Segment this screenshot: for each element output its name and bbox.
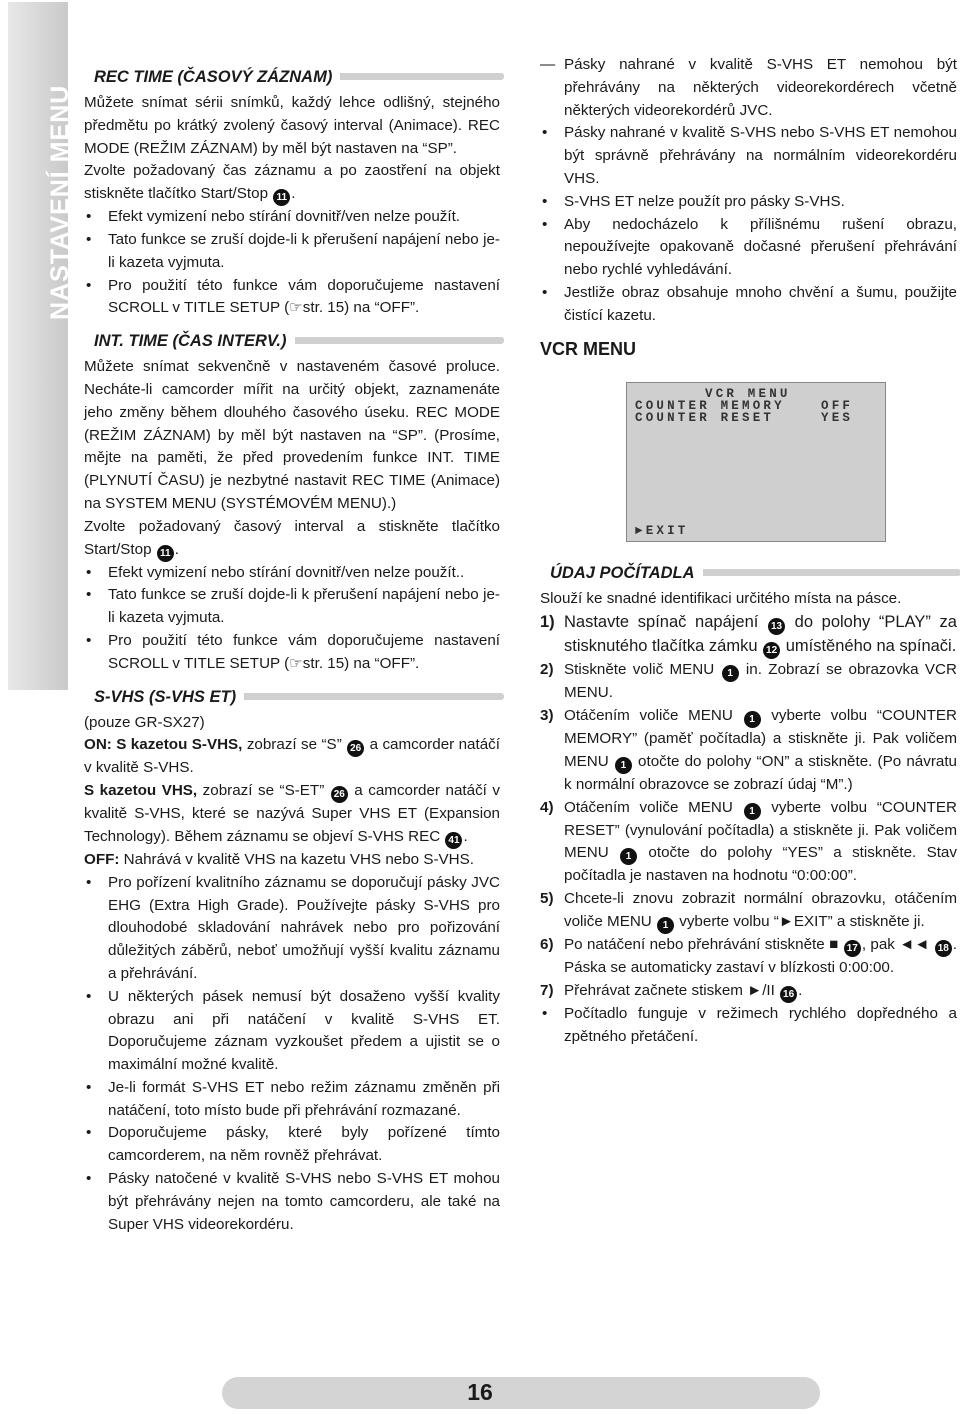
step-text: Stiskněte volič MENU <box>564 661 715 679</box>
step-text: . <box>798 981 803 999</box>
counter-step <box>540 797 957 889</box>
step-text: vyberte volbu “COUNTER RESET” (vynulování počítadla) a stiskněte ji. Pak voličem MENU <box>564 798 957 862</box>
rec-time-paragraph-2 <box>84 160 500 206</box>
list-item: • Tato funkce se zruší dojde-li k přerušení napájení nebo je-li kazeta vyjmuta. <box>84 229 500 275</box>
screen-row-counter-memory: COUNTER MEMORY <box>635 399 785 414</box>
sidebar-tab <box>8 2 74 690</box>
list-item: • Aby nedocházelo k přílišnému rušení obrazu, nepoužívejte opakovaně dočasné přerušení přehrávání nebo rychlé vyhledávání. <box>540 214 957 282</box>
counter-step <box>540 659 957 705</box>
step-text: . Páska se automaticky zastaví v blízkosti 0:00:00. <box>564 935 957 976</box>
list-item: — Pásky nahrané v kvalitě S-VHS ET nemohou být přehrávány na některých videorekordérech včetně některých videorekordérů JVC. <box>540 54 957 122</box>
step-badge: 16 <box>780 986 797 1003</box>
svhs-off-text: Nahrává v kvalitě VHS na kazetu VHS nebo S-VHS. <box>119 850 474 868</box>
step-badge: 1 <box>657 917 674 934</box>
rec-time-heading <box>84 64 500 90</box>
step-number: 5) <box>540 890 554 908</box>
svhs-on-paragraph <box>84 734 500 780</box>
start-stop-badge: 11 <box>273 189 290 206</box>
list-item: • Pro použití této funkce vám doporučujeme nastavení SCROLL v TITLE SETUP (☞str. 15) na “OFF”. <box>84 630 500 676</box>
svhs-on-end: a camcorder natáčí v kvalitě S-VHS. <box>84 736 500 777</box>
list-item: • Počítadlo funguje v režimech rychlého dopředného a zpětného přetáčení. <box>540 1003 957 1049</box>
svhs-off-label: OFF: <box>84 850 120 868</box>
int-time-title: INT. TIME (ČAS INTERV.) <box>84 328 295 354</box>
step-text: Otáčením voliče MENU <box>564 706 733 724</box>
list-item: • Jestliže obraz obsahuje mnoho chvění a šumu, použijte čistící kazetu. <box>540 282 957 328</box>
svhs-dash-note <box>540 54 957 122</box>
counter-intro: Slouží ke snadné identifikaci určitého místa na pásce. <box>540 590 902 608</box>
step-text: , pak ◄◄ <box>861 935 930 953</box>
screen-row-counter-reset: COUNTER RESET <box>635 411 775 426</box>
svhs-notes-bullets <box>540 122 957 327</box>
step-text: do polohy “PLAY” za stisknutého tlačítka zámku <box>564 613 957 656</box>
step-text: umístěného na spínači. <box>781 637 957 656</box>
list-item: • Je-li formát S-VHS ET nebo režim záznamu změněn při natáčení, toto místo bude při přehrávání rozmazané. <box>84 1077 500 1123</box>
step-badge: 13 <box>768 618 785 635</box>
counter-step <box>540 705 957 797</box>
step-text: in. Zobrazí se obrazovka VCR MENU. <box>564 661 957 702</box>
list-item: • Efekt vymizení nebo stírání dovnitř/ven nelze použít.. <box>84 562 500 585</box>
counter-step <box>540 611 957 659</box>
svhs-on-text: zobrazí se “S” <box>242 736 342 754</box>
counter-steps <box>540 611 957 1003</box>
step-text: otočte do polohy “ON” a stiskněte. (Po návratu k normální obrazovce se zobrazí údaj “M”.) <box>564 752 957 793</box>
screen-header: VCR MENU <box>705 387 791 402</box>
step-number: 1) <box>540 613 555 632</box>
screen-exit: ►EXIT <box>635 524 689 539</box>
counter-step <box>540 934 957 980</box>
counter-title: ÚDAJ POČÍTADLA <box>540 560 703 586</box>
sidebar-title: NASTAVENÍ MENU <box>46 84 74 320</box>
counter-heading <box>540 560 957 586</box>
list-item: • S-VHS ET nelze použít pro pásky S-VHS. <box>540 191 957 214</box>
screen-row-counter-reset-value: YES <box>821 411 854 426</box>
counter-bullets <box>540 1003 957 1049</box>
int-time-bullets <box>84 562 500 676</box>
int-time-paragraph-1: Můžete snímat sekvenčně v nastaveném časové proluce. Necháte-li camcorder mířit na určitý objekt, zaznamenáte jeho změny během dlouhého časového úseku. REC MODE (REŽIM ZÁZNAM) by měl být nastaven na “SP”. (Prosíme, mějte na paměti, že před provedením funkce INT. TIME (PLYNUTÍ ČASU) je nezbytné nastavit REC TIME (Animace) na SYSTEM MENU (SYSTÉMOVÉM MENU).) <box>84 358 500 512</box>
step-text: vyberte volbu “COUNTER MEMORY” (paměť počítadla) a stiskněte ji. Pak voličem MENU <box>564 706 957 770</box>
step-text: Nastavte spínač napájení <box>564 613 759 632</box>
step-number: 4) <box>540 798 554 816</box>
svhs-s-end2: . <box>463 827 468 845</box>
counter-step <box>540 888 957 934</box>
svhs-rec-badge: 41 <box>445 832 462 849</box>
svhs-s-paragraph <box>84 780 500 849</box>
step-number: 6) <box>540 935 554 953</box>
svhs-on-label: ON: S kazetou S-VHS, <box>84 736 243 754</box>
svhs-s-label: S kazetou VHS, <box>84 782 198 800</box>
step-number: 3) <box>540 706 554 724</box>
int-time-p2-text: Zvolte požadovaný časový interval a stiskněte tlačítko Start/Stop <box>84 517 500 558</box>
screen-row-counter-memory-value: OFF <box>821 399 854 414</box>
int-time-paragraph-2 <box>84 516 500 562</box>
step-text: otočte do polohy “YES” a stiskněte. Stav počítadla je nastaven na hodnotu “0:00:00”. <box>564 844 957 885</box>
list-item: • Pro použití této funkce vám doporučujeme nastavení SCROLL v TITLE SETUP (☞str. 15) na “OFF”. <box>84 275 500 321</box>
step-text: Chcete-li znovu zobrazit normální obrazovku, otáčením voliče MENU <box>564 890 957 930</box>
list-item: • U některých pásek nemusí být dosaženo vyšší kvality obrazu ani při natáčení v kvalitě S-VHS ET. Doporučujeme záznam vyzkoušet předem a ujistit se o maximální možné kvalitě. <box>84 986 500 1077</box>
svhs-title: S-VHS (S-VHS ET) <box>84 684 244 710</box>
rec-time-p2-end: . <box>291 185 296 203</box>
svhs-heading <box>84 684 500 710</box>
page-number: 16 <box>467 1379 493 1405</box>
step-badge: 1 <box>620 848 637 865</box>
list-item: • Tato funkce se zruší dojde-li k přerušení napájení nebo je-li kazeta vyjmuta. <box>84 584 500 630</box>
vcr-menu-screen <box>626 382 886 542</box>
step-text: Po natáčení nebo přehrávání stiskněte ■ <box>564 935 839 953</box>
svhs-bullets <box>84 872 500 1237</box>
step-number: 2) <box>540 661 554 679</box>
step-text: Otáčením voliče MENU <box>564 798 733 816</box>
step-badge: 1 <box>615 757 632 774</box>
step-badge: 12 <box>763 642 780 659</box>
vcr-menu-title: VCR MENU <box>540 338 637 359</box>
rec-time-paragraph-1: Můžete snímat sérii snímků, každý lehce odlišný, stejného předmětu po krátký zvolený časový interval (Animace). REC MODE (REŽIM ZÁZNAM) by měl být nastaven na “SP”. <box>84 94 500 157</box>
list-item: • Doporučujeme pásky, které byly pořízené tímto camcorderem, na něm rovněž přehrávat. <box>84 1122 500 1168</box>
step-text: vyberte volbu “►EXIT” a stiskněte ji. <box>675 912 925 930</box>
step-badge: 18 <box>935 940 952 957</box>
step-badge: 1 <box>722 665 739 682</box>
svhs-s-text: zobrazí se “S-ET” <box>197 782 325 800</box>
list-item: • Pásky natočené v kvalitě S-VHS nebo S-VHS ET mohou být přehrávány nejen na tomto camcorderu, ale také na Super VHS videorekordéru. <box>84 1168 500 1236</box>
int-time-heading <box>84 328 500 354</box>
svhs-off-paragraph <box>84 849 500 872</box>
rec-time-p2-text: Zvolte požadovaný čas záznamu a po zaostření na objekt stiskněte tlačítko Start/Stop <box>84 162 500 203</box>
counter-step <box>540 980 957 1003</box>
list-item: • Pásky nahrané v kvalitě S-VHS nebo S-VHS ET nemohou být správně přehrávány na normálním videorekordéru VHS. <box>540 122 957 190</box>
start-stop-badge: 11 <box>157 545 174 562</box>
display-badge: 26 <box>331 786 348 803</box>
step-badge: 1 <box>744 803 761 820</box>
display-badge: 26 <box>347 740 364 757</box>
step-number: 7) <box>540 981 554 999</box>
list-item: • Efekt vymizení nebo stírání dovnitř/ven nelze použít. <box>84 206 500 229</box>
svhs-s-end: a camcorder natáčí v kvalitě S-VHS, které se nazývá Super VHS ET (Expansion Technology). Během záznamu se objeví S-VHS REC <box>84 782 500 845</box>
right-column <box>540 54 957 1048</box>
step-badge: 1 <box>744 711 761 728</box>
svhs-model-note: (pouze GR-SX27) <box>84 713 205 731</box>
step-badge: 17 <box>844 940 861 957</box>
rec-time-title: REC TIME (ČASOVÝ ZÁZNAM) <box>84 64 340 90</box>
step-text: Přehrávat začnete stiskem ►/II <box>564 981 775 999</box>
rec-time-bullets <box>84 206 500 320</box>
list-item: • Pro pořízení kvalitního záznamu se doporučují pásky JVC EHG (Extra High Grade). Používejte pásky S-VHS pro dlouhodobé skladování nahrávek nebo pro pořizování důležitých záběrů, neboť umožňují vyšší kvalitu záznamu a přehrávání. <box>84 872 500 986</box>
left-column <box>84 60 500 1236</box>
int-time-p2-end: . <box>174 540 180 558</box>
